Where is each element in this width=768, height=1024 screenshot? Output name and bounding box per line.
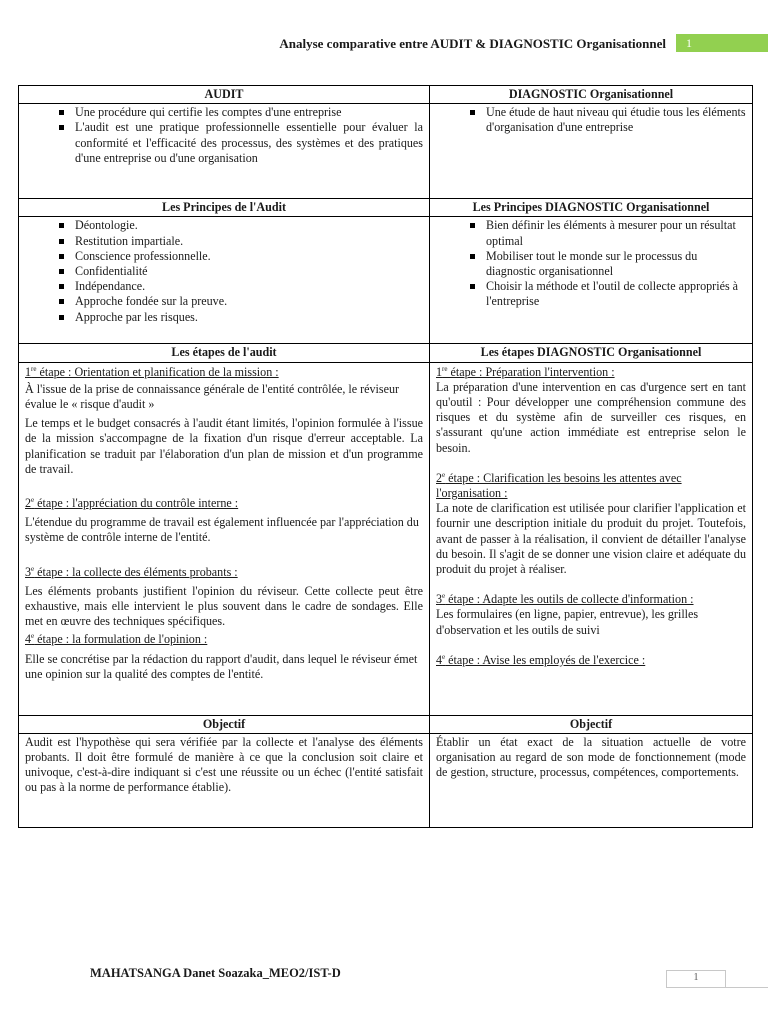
list-item: Une procédure qui certifie les comptes d'une entreprise bbox=[75, 105, 423, 120]
step-paragraph: Le temps et le budget consacrés à l'audit étant limités, l'opinion formulée à l'issue de la mission s'accompagne de la fixation d'un risque d'erreur acceptable. La planification se traduit par l'élaboration d'un plan de mission et d'un programme de travail. bbox=[25, 416, 423, 476]
list-item: Restitution impartiale. bbox=[75, 234, 423, 249]
step-heading: 3e étape : la collecte des éléments probants : bbox=[25, 564, 238, 579]
list-item: Une étude de haut niveau qui étudie tous les éléments d'organisation d'une entreprise bbox=[486, 105, 746, 135]
audit-principles-header: Les Principes de l'Audit bbox=[19, 199, 430, 217]
diagnostic-steps-header: Les étapes DIAGNOSTIC Organisationnel bbox=[430, 344, 753, 362]
document-title: Analyse comparative entre AUDIT & DIAGNOSTIC Organisationnel bbox=[279, 36, 666, 51]
diagnostic-column-header: DIAGNOSTIC Organisationnel bbox=[430, 86, 753, 104]
step-paragraph: À l'issue de la prise de connaissance générale de l'entité contrôlée, le réviseur évalue le « risque d'audit » bbox=[25, 381, 400, 412]
diagnostic-principles-header: Les Principes DIAGNOSTIC Organisationnel bbox=[430, 199, 753, 217]
step-paragraph: Les formulaires (en ligne, papier, entrevue), les grilles d'observation et les outils de suivi bbox=[436, 607, 699, 637]
step-paragraph: La note de clarification est utilisée pour clarifier l'application et fournir une description initiale du produit du projet. Toutefois, avant de passer à la réalisation, il convient de détailler l'analyse du besoin. Il s'agit de se donner une vision claire et adéquate du produit du projet à réaliser. bbox=[436, 501, 746, 577]
footer-divider bbox=[666, 987, 768, 988]
step-heading: 2e étape : Clarification les besoins les attentes avec l'organisation : bbox=[436, 470, 682, 501]
list-item: Confidentialité bbox=[75, 264, 423, 279]
step-heading: 4e étape : Avise les employés de l'exercice : bbox=[436, 652, 646, 667]
audit-column-header: AUDIT bbox=[19, 86, 430, 104]
audit-steps-cell bbox=[19, 362, 430, 715]
step-paragraph: L'étendue du programme de travail est également influencée par l'appréciation du système de contrôle interne de l'entité. bbox=[25, 515, 419, 545]
step-paragraph: Elle se concrétise par la rédaction du rapport d'audit, dans lequel le réviseur émet une opinion sur la qualité des comptes de l'entité. bbox=[25, 651, 418, 681]
diagnostic-principles-cell bbox=[430, 217, 753, 344]
list-item: Choisir la méthode et l'outil de collecte appropriés à l'entreprise bbox=[486, 279, 746, 309]
step-heading: 1re étape : Orientation et planification de la mission : bbox=[25, 364, 279, 379]
list-item: L'audit est une pratique professionnelle essentielle pour évaluer la conformité et l'efficacité des processus, des systèmes et des pratiques d'une entreprise ou d'une organisation bbox=[75, 120, 423, 165]
audit-steps-header: Les étapes de l'audit bbox=[19, 344, 430, 362]
list-item: Conscience professionnelle. bbox=[75, 249, 423, 264]
audit-objective-cell: Audit est l'hypothèse qui sera vérifiée par la collecte et l'analyse des éléments probants. Il doit être formulé de manière à ce que la conclusion soit claire et univoque, c'est-à-dire indiquant si c'est une réussite ou un échec (l'entité satisfait ou pas à la norme de performance établie). bbox=[19, 733, 430, 827]
header-page-number: 1 bbox=[676, 34, 768, 52]
step-heading: 1re étape : Préparation l'intervention : bbox=[436, 364, 615, 379]
audit-objective-header: Objectif bbox=[19, 715, 430, 733]
footer-page-number: 1 bbox=[693, 972, 699, 983]
step-paragraph: Les éléments probants justifient l'opinion du réviseur. Cette collecte peut être exhaustive, mais elle intervient le plus souvent dans le cadre de sondages. Elle met en œuvre des techniques spécifiques. bbox=[25, 583, 423, 629]
audit-definition-cell bbox=[19, 104, 430, 199]
diagnostic-definition-cell bbox=[430, 104, 753, 199]
comparison-table bbox=[18, 85, 753, 828]
step-heading: 3e étape : Adapte les outils de collecte d'information : bbox=[436, 592, 694, 607]
list-item: Approche par les risques. bbox=[75, 310, 423, 325]
list-item: Bien définir les éléments à mesurer pour un résultat optimal bbox=[486, 218, 746, 248]
footer-author: MAHATSANGA Danet Soazaka_MEO2/IST-D bbox=[90, 966, 341, 980]
diagnostic-objective-cell: Établir un état exact de la situation actuelle de votre organisation au regard de son mode de fonctionnement (mode de gestion, structure, processus, compétences, comportements. bbox=[430, 733, 753, 827]
diagnostic-steps-cell bbox=[430, 362, 753, 715]
list-item: Indépendance. bbox=[75, 279, 423, 294]
step-heading: 2e étape : l'appréciation du contrôle interne : bbox=[25, 496, 239, 511]
diagnostic-objective-header: Objectif bbox=[430, 715, 753, 733]
list-item: Déontologie. bbox=[75, 218, 423, 233]
step-heading: 4e étape : la formulation de l'opinion : bbox=[25, 632, 208, 647]
list-item: Approche fondée sur la preuve. bbox=[75, 294, 423, 309]
list-item: Mobiliser tout le monde sur le processus du diagnostic organisationnel bbox=[486, 249, 746, 279]
audit-principles-cell bbox=[19, 217, 430, 344]
step-paragraph: La préparation d'une intervention en cas d'urgence sert en tant qu'outil : Pour développer une compréhension commune des risques et du système afin de surveiller ces risques, en s'assurant qu'une action immédiate est entreprise selon le besoin. bbox=[436, 379, 746, 455]
page-header bbox=[0, 34, 768, 52]
